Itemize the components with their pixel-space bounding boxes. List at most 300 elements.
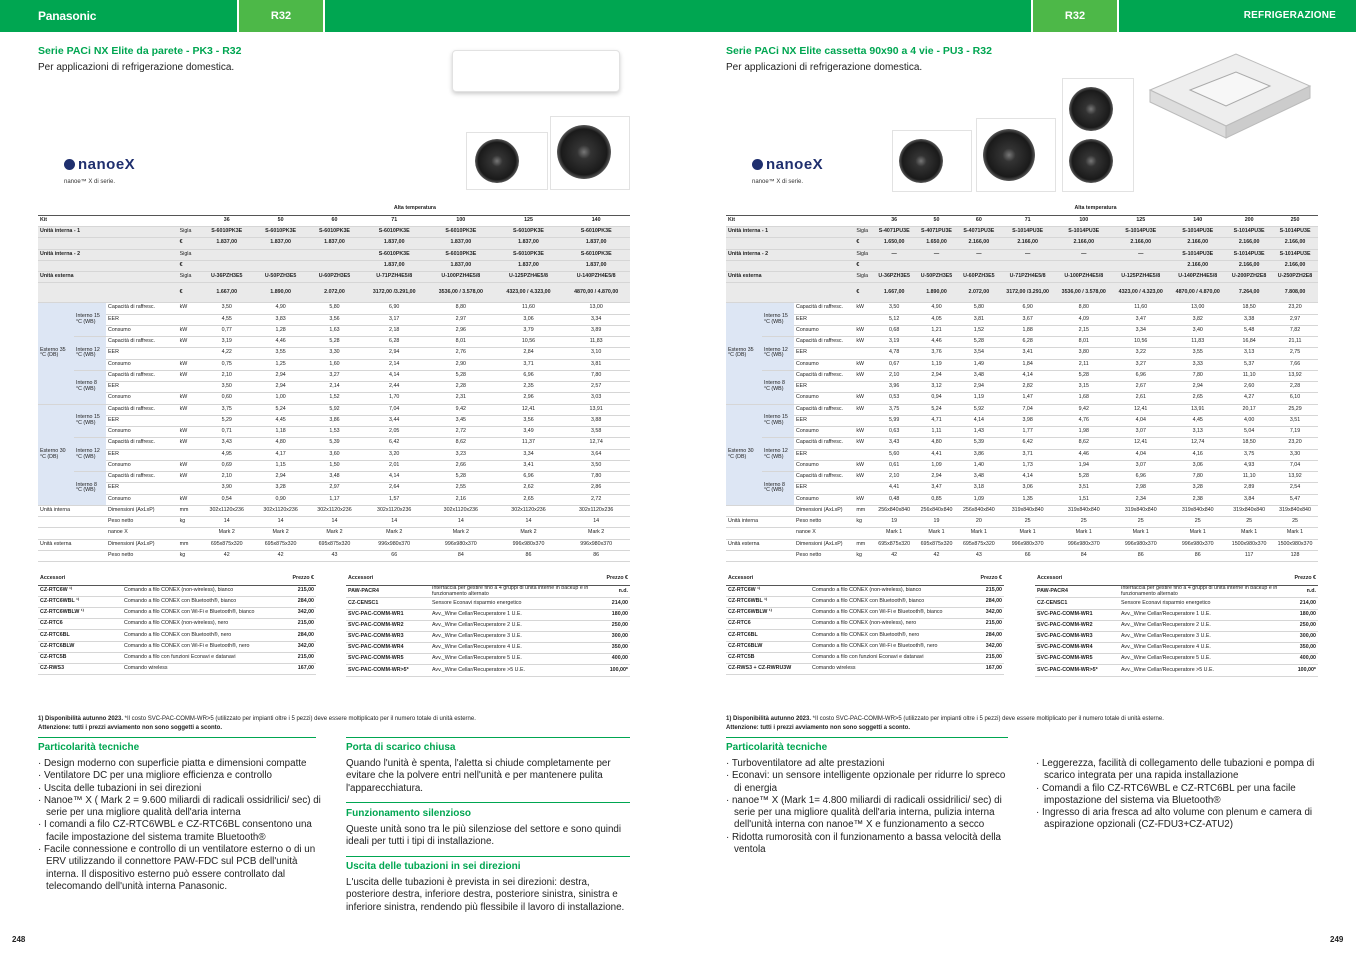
table-cell: EER [794, 415, 854, 426]
table-cell: kW [854, 404, 873, 415]
table-row [38, 227, 630, 238]
table-cell: EER [794, 483, 854, 494]
table-cell: S-1014PU3E [1112, 227, 1169, 238]
table-cell: 8,01 [427, 337, 495, 348]
table-cell: 3,10 [562, 348, 630, 359]
table-cell: Peso netto [794, 517, 854, 528]
table-cell: 1,68 [1055, 393, 1112, 404]
table-cell: 2,94 [361, 348, 427, 359]
table-cell [38, 517, 106, 528]
table-cell: Mark 2 [308, 528, 362, 539]
table-cell [726, 260, 854, 271]
accessory-price: 215,00 [973, 652, 1004, 663]
table-cell: kW [178, 472, 200, 483]
table-cell: 2.166,00 [1226, 238, 1272, 249]
table-cell: 3,75 [200, 404, 254, 415]
table-row [1035, 654, 1318, 665]
table-cell: Consumo [106, 325, 178, 336]
table-cell: mm [854, 539, 873, 550]
table-cell: 2,60 [1226, 382, 1272, 393]
table-cell: 1,43 [958, 427, 1000, 438]
table-cell: 3,81 [958, 314, 1000, 325]
accessory-code: CZ-RTC6WBLW ¹⁾ [38, 608, 122, 619]
table-cell: 4,93 [1226, 460, 1272, 471]
table-cell: 1,49 [958, 359, 1000, 370]
table-cell: 25 [1169, 517, 1226, 528]
table-cell: Prezzo € [605, 574, 631, 585]
table-row [726, 249, 1318, 260]
table-cell: Mark 1 [1000, 528, 1055, 539]
table-cell: S-1014PU3E [1169, 249, 1226, 260]
table-cell: 4,16 [1169, 449, 1226, 460]
table-cell: kW [178, 393, 200, 404]
kit-size: 36 [873, 215, 915, 226]
table-cell: 7,19 [1272, 427, 1318, 438]
table-cell: 3172,00 /3.291,00 [1000, 283, 1055, 303]
table-cell: 5,92 [958, 404, 1000, 415]
table-cell [38, 260, 178, 271]
table-cell: 996x980x370 [427, 539, 495, 550]
nanoe-caption-right: nanoe™ X di serie. [752, 179, 804, 185]
table-cell: 4,55 [200, 314, 254, 325]
table-cell: 3,54 [958, 348, 1000, 359]
table-cell: 3,17 [361, 314, 427, 325]
table-cell: 8,62 [1055, 438, 1112, 449]
table-row [726, 283, 1318, 303]
table-cell: 2,54 [1272, 483, 1318, 494]
table-row [38, 483, 630, 494]
table-row [38, 630, 316, 641]
table-cell: kg [178, 550, 200, 561]
table-row [726, 596, 1004, 607]
table-cell: 0,60 [200, 393, 254, 404]
table-cell: Capacità di raffresc. [106, 438, 178, 449]
table-cell: 3,06 [1169, 460, 1226, 471]
table-cell: 2,11 [1055, 359, 1112, 370]
table-cell: 0,94 [915, 393, 957, 404]
table-cell: 8,01 [1055, 337, 1112, 348]
table-cell: 14 [562, 517, 630, 528]
cassette-unit-image [1140, 46, 1320, 142]
table-cell: 86 [1112, 550, 1169, 561]
accessory-code: CZ-CENSC1 [1035, 598, 1119, 609]
table-cell: 19 [873, 517, 915, 528]
table-cell: kW [854, 325, 873, 336]
accessory-description: Interfaccia per gestire fino a 4 gruppi di unità interne in backup e in funzionamento alternato [430, 585, 605, 598]
table-cell: 2,28 [427, 382, 495, 393]
table-cell: 3,48 [308, 472, 362, 483]
accessory-description: Avv._Wine Cellar/Recuperatore 3 U.E. [1119, 631, 1293, 642]
table-cell: 3,34 [495, 449, 563, 460]
table-cell: 1.837,00 [562, 260, 630, 271]
table-cell: 5,24 [254, 404, 308, 415]
table-cell: 4,80 [915, 438, 957, 449]
table-cell: Unità esterna [726, 539, 794, 550]
table-cell: 3,58 [562, 427, 630, 438]
table-cell: U-71PZH4E5/8 [361, 272, 427, 283]
kit-size: 125 [1112, 215, 1169, 226]
features-list [38, 758, 323, 893]
table-row [38, 550, 630, 561]
table-cell: 4,46 [1055, 449, 1112, 460]
table-cell: 3,45 [427, 415, 495, 426]
accessory-code: SVC-PAC-COMM-WR4 [346, 643, 430, 654]
table-cell: 3,96 [873, 382, 915, 393]
table-row [38, 438, 630, 449]
accessory-description: Avv._Wine Cellar/Recuperatore 5 U.E. [1119, 654, 1293, 665]
accessory-code: SVC-PAC-COMM-WR5 [1035, 654, 1119, 665]
accessory-price: 400,00 [605, 654, 631, 665]
accessory-price: 215,00 [973, 619, 1004, 630]
table-cell: 117 [1226, 550, 1272, 561]
table-row [726, 370, 1318, 381]
table-cell: 2.166,00 [1112, 238, 1169, 249]
page-title-right: Serie PACi NX Elite cassetta 90x90 a 4 vie - PU3 - R32 [726, 45, 992, 57]
silenzioso-text: Queste unità sono tra le più silenziose del settore e sono quindi ideali per tutti i tipi di installazione. [346, 824, 622, 848]
section-particolarita: Particolarità tecniche [38, 742, 140, 753]
accessory-description: Avv._Wine Cellar/Recuperatore 1 U.E. [1119, 609, 1293, 620]
table-cell: 3,76 [915, 348, 957, 359]
table-cell: 1.837,00 [427, 260, 495, 271]
table-cell: 7,80 [1169, 472, 1226, 483]
table-cell: 3,75 [1226, 449, 1272, 460]
table-cell: kW [854, 337, 873, 348]
table-cell: 2,16 [427, 494, 495, 505]
table-cell: 996x980x370 [562, 539, 630, 550]
table-cell: 14 [427, 517, 495, 528]
table-cell: 996x980x370 [361, 539, 427, 550]
table-cell: 2,94 [254, 370, 308, 381]
table-cell: Capacità di raffresc. [794, 472, 854, 483]
table-cell: S-1014PU3E [1169, 227, 1226, 238]
table-cell: 1,98 [1055, 427, 1112, 438]
table-cell: 302x1120x236 [562, 505, 630, 516]
table-cell: U-125PZH4E5/8 [495, 272, 563, 283]
table-cell: 20,17 [1226, 404, 1272, 415]
table-cell: kg [854, 550, 873, 561]
table-cell: 0,75 [200, 359, 254, 370]
table-cell: S-6010PK3E [495, 249, 563, 260]
table-cell: 3,23 [427, 449, 495, 460]
table-cell: 7,04 [361, 404, 427, 415]
table-cell: 4323,00 / 4.323,00 [1112, 283, 1169, 303]
table-cell: 2,89 [1226, 483, 1272, 494]
list-item: · Turboventilatore ad alte prestazioni [726, 758, 1010, 770]
accessory-code: SVC-PAC-COMM-WR>5* [1035, 665, 1119, 676]
table-cell: 4,09 [1055, 314, 1112, 325]
table-cell: 1.837,00 [495, 238, 563, 249]
table-cell: EER [106, 449, 178, 460]
table-row [726, 348, 1318, 359]
table-cell: 25 [1055, 517, 1112, 528]
page-number-right: 249 [1330, 935, 1344, 944]
table-cell: Peso netto [106, 550, 178, 561]
table-cell: 996x980x370 [1055, 539, 1112, 550]
table-cell: 302x1120x236 [495, 505, 563, 516]
table-row [726, 215, 1318, 226]
table-cell [915, 260, 957, 271]
table-cell: Prezzo € [1293, 574, 1319, 585]
table-cell: 3,80 [1055, 348, 1112, 359]
table-cell: 4,76 [1055, 415, 1112, 426]
list-item: · Design moderno con superficie piatta e dimensioni compatte [38, 758, 323, 770]
table-cell: 1,09 [958, 494, 1000, 505]
table-cell: S-6010PK3E [562, 227, 630, 238]
table-cell: 2.072,00 [958, 283, 1000, 303]
table-cell: 2.166,00 [1055, 238, 1112, 249]
table-cell: 3,60 [308, 449, 362, 460]
accessory-code: SVC-PAC-COMM-WR>5* [346, 665, 430, 676]
table-cell: 3,81 [562, 359, 630, 370]
accessory-price: 215,00 [285, 652, 316, 663]
table-cell: 5,80 [958, 303, 1000, 314]
accessory-price: 284,00 [285, 596, 316, 607]
list-item: · Econavi: un sensore intelligente opzionale per ridurre lo spreco di energia [726, 770, 1010, 795]
table-cell: Prezzo € [285, 574, 316, 585]
table-cell: Consumo [106, 494, 178, 505]
kit-size: 60 [308, 215, 362, 226]
table-cell: 6,42 [361, 438, 427, 449]
table-row [346, 585, 630, 598]
table-cell: 4,17 [254, 449, 308, 460]
table-cell: 7.808,00 [1272, 283, 1318, 303]
table-cell: 86 [495, 550, 563, 561]
accessory-code: SVC-PAC-COMM-WR3 [346, 631, 430, 642]
table-cell: Peso netto [106, 517, 178, 528]
table-row [346, 609, 630, 620]
table-cell: Mark 1 [1055, 528, 1112, 539]
table-row [726, 260, 1318, 271]
accessory-description: Comando a filo CONEX con Wi-Fi e Bluetooth®, bianco [810, 608, 973, 619]
table-cell: 3,33 [1169, 359, 1226, 370]
accessory-code: CZ-RTC6WBL ¹⁾ [726, 596, 810, 607]
table-cell: Sigla [178, 272, 200, 283]
table-cell: 7,80 [562, 472, 630, 483]
table-cell: € [854, 238, 873, 249]
table-cell: 14 [254, 517, 308, 528]
spec-table-left [38, 204, 630, 562]
table-cell [38, 550, 106, 561]
table-cell: S-6010PK3E [200, 227, 254, 238]
table-cell: 3,40 [1169, 325, 1226, 336]
accessory-code: SVC-PAC-COMM-WR4 [1035, 643, 1119, 654]
table-cell: 4,90 [915, 303, 957, 314]
table-cell: 3,64 [562, 449, 630, 460]
table-row [726, 227, 1318, 238]
table-cell: 13,00 [562, 303, 630, 314]
table-cell: 0,85 [915, 494, 957, 505]
table-cell: 4323,00 / 4.323,00 [495, 283, 563, 303]
table-cell: 3,43 [200, 438, 254, 449]
table-row [1035, 643, 1318, 654]
table-cell: 5,28 [1055, 370, 1112, 381]
table-cell: kW [854, 494, 873, 505]
accessory-code: CZ-RTC6 [38, 619, 122, 630]
table-cell: 12,74 [1169, 438, 1226, 449]
list-item: · Ridotta rumorosità con il funzionamento a bassa velocità della ventola [726, 832, 1010, 857]
table-row [726, 608, 1004, 619]
table-cell: 2.166,00 [1169, 238, 1226, 249]
table-cell: 1,77 [1000, 427, 1055, 438]
accessory-description: Comando a filo CONEX con Wi-Fi e Bluetooth®, bianco [122, 608, 285, 619]
table-cell: 2,94 [915, 370, 957, 381]
table-cell: 8,62 [427, 438, 495, 449]
accessory-code: CZ-RTC6BL [726, 630, 810, 641]
table-cell: 3,38 [1226, 314, 1272, 325]
table-cell: 0,69 [200, 460, 254, 471]
table-cell: 3,83 [254, 314, 308, 325]
kit-size: 250 [1272, 215, 1318, 226]
accessory-description: Avv._Wine Cellar/Recuperatore 4 U.E. [1119, 643, 1293, 654]
accessory-price: 342,00 [973, 608, 1004, 619]
table-cell: 2.072,00 [308, 283, 362, 303]
table-cell: 2,94 [958, 382, 1000, 393]
table-cell [38, 204, 200, 215]
table-cell: 4,41 [873, 483, 915, 494]
table-cell: Dimensioni (AxLxP) [794, 505, 854, 516]
accessory-description: Comando a filo CONEX con Wi-Fi e Bluetooth®, nero [810, 641, 973, 652]
table-cell: 5,28 [308, 337, 362, 348]
table-cell: 1.667,00 [200, 283, 254, 303]
table-cell: 695x875x320 [200, 539, 254, 550]
table-row [726, 483, 1318, 494]
accessory-description: Comando wireless [810, 664, 973, 675]
table-cell: 12,74 [562, 438, 630, 449]
table-cell: 3,51 [1055, 483, 1112, 494]
table-cell: 256x840x840 [958, 505, 1000, 516]
table-row [38, 303, 630, 314]
table-cell [178, 483, 200, 494]
table-cell: 2,67 [1112, 382, 1169, 393]
table-cell: 5,28 [958, 337, 1000, 348]
table-cell: 25 [1226, 517, 1272, 528]
table-cell: 2.166,00 [1169, 260, 1226, 271]
table-cell: 4,04 [1112, 415, 1169, 426]
table-cell [958, 260, 1000, 271]
table-cell: 5,39 [958, 438, 1000, 449]
table-cell [38, 528, 106, 539]
table-cell: 20 [958, 517, 1000, 528]
table-cell: 4,00 [1226, 415, 1272, 426]
table-cell: Consumo [106, 359, 178, 370]
kit-size: 100 [1055, 215, 1112, 226]
table-row [38, 337, 630, 348]
accessory-code: PAW-PACR4 [1035, 585, 1119, 598]
table-cell: 5,04 [1226, 427, 1272, 438]
table-cell: 5,92 [308, 404, 362, 415]
table-cell: 11,60 [495, 303, 563, 314]
accessory-code: CZ-RTC5B [726, 652, 810, 663]
table-cell: 1,88 [1000, 325, 1055, 336]
table-cell: 319x840x840 [1112, 505, 1169, 516]
table-cell: 319x840x840 [1272, 505, 1318, 516]
table-cell [200, 249, 254, 260]
table-cell: 2,05 [361, 427, 427, 438]
table-cell: 1,60 [308, 359, 362, 370]
table-cell: 5,12 [873, 314, 915, 325]
outdoor-unit-large-image [550, 116, 630, 190]
table-cell: 0,68 [873, 325, 915, 336]
table-row [38, 283, 630, 303]
table-cell: 2,44 [361, 382, 427, 393]
accessory-description: Sensore Econavi risparmio energetico [430, 598, 605, 609]
table-cell: 4,22 [200, 348, 254, 359]
table-cell: € [854, 260, 873, 271]
table-cell: 2,14 [308, 382, 362, 393]
accessory-price: 100,00* [1293, 665, 1319, 676]
accessory-description: Interfaccia per gestire fino a 4 gruppi di unità interne in backup e in funzionamento alternato [1119, 585, 1293, 598]
table-cell: 42 [873, 550, 915, 561]
table-cell: 1,25 [254, 359, 308, 370]
table-cell: mm [178, 505, 200, 516]
accessories-table-right-2 [1035, 574, 1318, 677]
table-cell: Capacità di raffresc. [794, 370, 854, 381]
accessory-price: n.d. [605, 585, 631, 598]
table-cell: 3,56 [308, 314, 362, 325]
table-cell: 3,48 [958, 370, 1000, 381]
accessory-price: 284,00 [973, 630, 1004, 641]
table-cell: 3,55 [254, 348, 308, 359]
table-cell: 1,40 [958, 460, 1000, 471]
table-cell: 3,06 [1000, 483, 1055, 494]
table-cell: 2,97 [427, 314, 495, 325]
table-cell: kW [178, 303, 200, 314]
table-row [726, 404, 1318, 415]
table-row [1035, 585, 1318, 598]
indoor-condition: Interno 8 °C (WB) [74, 472, 106, 506]
table-cell: 2,86 [562, 483, 630, 494]
table-cell: 695x875x320 [915, 539, 957, 550]
accessory-description: Avv._Wine Cellar/Recuperatore 1 U.E. [430, 609, 605, 620]
table-cell: S-1014PU3E [1000, 227, 1055, 238]
table-cell: 3,90 [200, 483, 254, 494]
table-cell [854, 314, 873, 325]
table-cell: 3536,00 / 3.578,00 [427, 283, 495, 303]
table-cell: 12,41 [495, 404, 563, 415]
table-cell: 5,39 [308, 438, 362, 449]
table-cell [726, 505, 794, 516]
accessory-price: 214,00 [605, 598, 631, 609]
table-cell: 5,28 [1055, 472, 1112, 483]
indoor-condition: Interno 12 °C (WB) [762, 337, 794, 371]
accessory-price: 180,00 [605, 609, 631, 620]
table-cell: 9,42 [427, 404, 495, 415]
table-cell: 4870,00 / 4.870,00 [562, 283, 630, 303]
table-cell: 7,80 [1169, 370, 1226, 381]
table-cell: 302x1120x236 [427, 505, 495, 516]
table-row [726, 449, 1318, 460]
table-cell: 2,90 [427, 359, 495, 370]
table-row [726, 619, 1004, 630]
table-cell: 1,53 [308, 427, 362, 438]
table-cell: Capacità di raffresc. [794, 337, 854, 348]
table-row [38, 370, 630, 381]
table-cell: 4,04 [1112, 449, 1169, 460]
table-cell: 2,10 [200, 472, 254, 483]
kit-label: Kit [38, 215, 200, 226]
table-cell: S-6010PK3E [427, 227, 495, 238]
outdoor-unit-1-image [892, 130, 972, 192]
section-porta: Porta di scarico chiusa [346, 742, 456, 753]
table-row [726, 272, 1318, 283]
table-cell: U-71PZH4E5/8 [1000, 272, 1055, 283]
accessory-description: Comando a filo CONEX (non-wireless), nero [122, 619, 285, 630]
table-cell: Dimensioni (AxLxP) [106, 539, 178, 550]
list-item: · Ventilatore DC per una migliore efficienza e controllo [38, 770, 323, 782]
table-cell: Mark 2 [562, 528, 630, 539]
accessory-description: Comando a filo CONEX con Bluetooth®, nero [810, 630, 973, 641]
table-cell: 1.837,00 [361, 260, 427, 271]
